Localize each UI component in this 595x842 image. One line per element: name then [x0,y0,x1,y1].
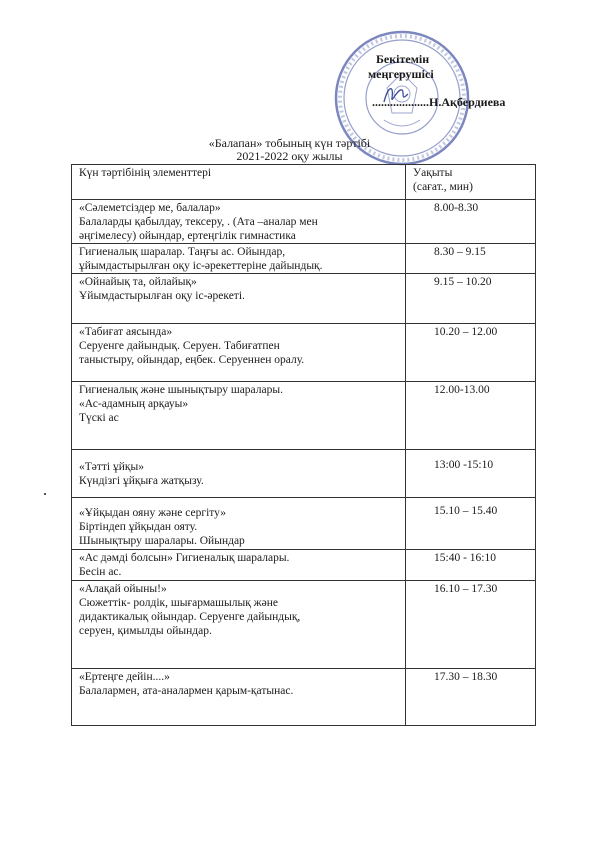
activity-line: «Ас дәмді болсын» Гигиеналық шаралары. [79,552,290,564]
time-cell: 12.00-13.00 [406,382,536,450]
activity-line: Серуенге дайындық. Серуен. Табиғатпен [79,340,280,352]
activity-cell [72,669,406,726]
approval-title: Бекітемін [376,52,430,66]
table-row [72,581,536,669]
activity-line: «Ертеңге дейін....» [79,671,170,683]
activity-line: серуен, қимылды ойындар. [79,625,212,637]
activity-line: таныстыру, ойындар, еңбек. Серуеннен оралу. [79,354,305,366]
table-header-row [72,165,536,200]
activity-line: Біртіндеп ұйқыдан ояту. [79,521,198,533]
activity-cell [72,550,406,581]
table-row [72,274,536,324]
header-time [406,165,536,200]
time-cell: 8.30 – 9.15 [406,244,536,274]
activity-line: Ұйымдастырылған оқу іс-әрекеті. [79,290,245,302]
activity-line: Балалармен, ата-аналармен қарым-қатынас. [79,685,294,697]
table-row [72,669,536,726]
header-time-label: Уақыты [413,167,453,179]
table-row [72,324,536,382]
activity-line: «Алақай ойыны!» [79,583,167,595]
activity-line: Гигиеналық және шынықтыру шаралары. [79,384,283,396]
activity-cell [72,324,406,382]
activity-cell [72,274,406,324]
activity-cell [72,382,406,450]
table-row [72,244,536,274]
activity-line: «Ұйқыдан ояну және сергіту» [79,507,226,519]
activity-line: Түскі ас [79,412,119,424]
activity-line: «Сәлеметсіздер ме, балалар» [79,202,221,214]
approval-position: меңгерушісі [368,67,434,81]
activity-line: «Табиғат аясында» [79,326,173,338]
table-row [72,382,536,450]
time-cell: 10.20 – 12.00 [406,324,536,382]
activity-line: Бесін ас. [79,566,122,578]
approval-block [366,52,505,110]
margin-mark [44,493,46,495]
header-time-units: (сағат., мин) [413,181,473,193]
document-title: «Балапан» тобының күн тәртібі [208,136,371,150]
activity-line: әңгімелесу) ойындар, ертеңгілік гимнастика [79,230,296,242]
table-row [72,450,536,498]
activity-cell [72,200,406,244]
activity-cell [72,450,406,498]
academic-year: 2021-2022 оқу жылы [236,149,343,163]
activity-line: «Тәтті ұйқы» [79,461,144,473]
time-cell: 13:00 -15:10 [406,450,536,498]
activity-line: «Ас-адамның арқауы» [79,398,189,410]
time-cell: 16.10 – 17.30 [406,581,536,669]
activity-line: Сюжеттік- ролдік, шығармашылық және [79,597,278,609]
activity-line: дидактикалық ойындар. Серуенге дайындық, [79,611,301,623]
activity-cell [72,581,406,669]
time-cell: 15.10 – 15.40 [406,498,536,550]
time-cell: 15:40 - 16:10 [406,550,536,581]
daily-schedule-table [71,164,536,726]
time-cell: 9.15 – 10.20 [406,274,536,324]
table-row [72,498,536,550]
time-cell: 17.30 – 18.30 [406,669,536,726]
activity-line: Шынықтыру шаралары. Ойындар [79,535,245,547]
activity-line: Балаларды қабылдау, тексеру, . (Ата –аналар мен [79,216,318,228]
time-cell: 8.00-8.30 [406,200,536,244]
activity-cell [72,244,406,274]
activity-line: ұйымдастырылған оқу іс-әрекеттеріне дайындық. [79,260,323,272]
activity-line: «Ойнайық та, ойлайық» [79,276,197,288]
activity-line: Күндізгі ұйқыға жатқызу. [79,475,204,487]
table-row [72,200,536,244]
approval-signature-line: ...................Н.Ақбердиева [372,95,506,109]
activity-line: Гигиеналық шаралар. Таңғы ас. Ойындар, [79,246,286,258]
table-row [72,550,536,581]
activity-cell [72,498,406,550]
header-elements: Күн тәртібінің элементтері [72,165,406,200]
